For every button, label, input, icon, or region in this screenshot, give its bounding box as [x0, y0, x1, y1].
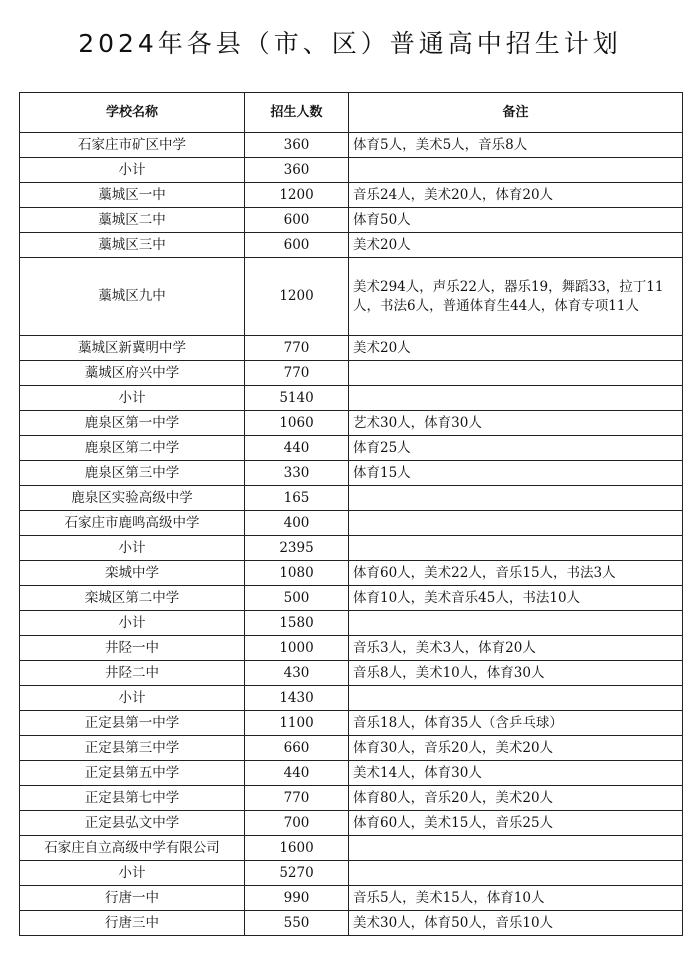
enrollment-count: 1580 [245, 611, 349, 636]
table-row [20, 561, 683, 586]
school-name: 栾城中学 [20, 561, 245, 586]
table-row [20, 436, 683, 461]
table-row [20, 133, 683, 158]
remarks: 体育60人，美术15人，音乐25人 [349, 811, 683, 836]
subtotal-row [20, 686, 683, 711]
enrollment-count: 1200 [245, 183, 349, 208]
enrollment-count: 1060 [245, 411, 349, 436]
school-name: 小计 [20, 386, 245, 411]
school-name: 藁城区三中 [20, 233, 245, 258]
subtotal-row [20, 861, 683, 886]
enrollment-count: 500 [245, 586, 349, 611]
header-school-name: 学校名称 [20, 93, 245, 133]
school-name: 小计 [20, 536, 245, 561]
table-row [20, 208, 683, 233]
school-name: 正定县第三中学 [20, 736, 245, 761]
enrollment-count: 440 [245, 436, 349, 461]
enrollment-count: 1430 [245, 686, 349, 711]
enrollment-count: 1080 [245, 561, 349, 586]
school-name: 行唐三中 [20, 911, 245, 936]
remarks: 音乐5人，美术15人，体育10人 [349, 886, 683, 911]
remarks [349, 686, 683, 711]
subtotal-row [20, 158, 683, 183]
remarks [349, 361, 683, 386]
school-name: 井陉二中 [20, 661, 245, 686]
table-row [20, 183, 683, 208]
remarks [349, 158, 683, 183]
school-name: 井陉一中 [20, 636, 245, 661]
remarks [349, 611, 683, 636]
school-name: 正定县第五中学 [20, 761, 245, 786]
enrollment-table [19, 92, 683, 936]
school-name: 小计 [20, 686, 245, 711]
school-name: 鹿泉区第三中学 [20, 461, 245, 486]
remarks: 体育15人 [349, 461, 683, 486]
table-row [20, 911, 683, 936]
enrollment-count: 770 [245, 336, 349, 361]
table-row [20, 258, 683, 336]
school-name: 小计 [20, 861, 245, 886]
table-row [20, 511, 683, 536]
table-row [20, 586, 683, 611]
table-row [20, 886, 683, 911]
remarks: 体育30人，音乐20人，美术20人 [349, 736, 683, 761]
remarks: 体育25人 [349, 436, 683, 461]
school-name: 正定县第一中学 [20, 711, 245, 736]
table-row [20, 761, 683, 786]
enrollment-count: 440 [245, 761, 349, 786]
remarks: 音乐8人，美术10人，体育30人 [349, 661, 683, 686]
remarks: 艺术30人，体育30人 [349, 411, 683, 436]
enrollment-count: 770 [245, 786, 349, 811]
enrollment-count: 430 [245, 661, 349, 686]
enrollment-count: 660 [245, 736, 349, 761]
enrollment-count: 600 [245, 233, 349, 258]
table-row [20, 636, 683, 661]
school-name: 石家庄市鹿鸣高级中学 [20, 511, 245, 536]
enrollment-count: 360 [245, 133, 349, 158]
remarks: 音乐24人，美术20人，体育20人 [349, 183, 683, 208]
table-row [20, 786, 683, 811]
school-name: 藁城区一中 [20, 183, 245, 208]
enrollment-count: 2395 [245, 536, 349, 561]
enrollment-count: 1200 [245, 258, 349, 336]
subtotal-row [20, 386, 683, 411]
remarks [349, 486, 683, 511]
school-name: 正定县第七中学 [20, 786, 245, 811]
header-enrollment-count: 招生人数 [245, 93, 349, 133]
enrollment-count: 400 [245, 511, 349, 536]
remarks: 体育5人，美术5人，音乐8人 [349, 133, 683, 158]
enrollment-count: 1100 [245, 711, 349, 736]
remarks: 体育60人，美术22人，音乐15人，书法3人 [349, 561, 683, 586]
enrollment-count: 600 [245, 208, 349, 233]
enrollment-count: 360 [245, 158, 349, 183]
table-row [20, 336, 683, 361]
table-row [20, 461, 683, 486]
remarks [349, 861, 683, 886]
table-row [20, 736, 683, 761]
enrollment-count: 550 [245, 911, 349, 936]
table-row [20, 836, 683, 861]
table-row [20, 711, 683, 736]
remarks [349, 386, 683, 411]
table-row [20, 486, 683, 511]
remarks: 音乐18人，体育35人（含乒乓球） [349, 711, 683, 736]
school-name: 鹿泉区第一中学 [20, 411, 245, 436]
page-title: 2024年各县（市、区）普通高中招生计划 [78, 29, 622, 58]
remarks: 美术20人 [349, 233, 683, 258]
school-name: 藁城区九中 [20, 258, 245, 336]
remarks: 美术20人 [349, 336, 683, 361]
enrollment-count: 770 [245, 361, 349, 386]
school-name: 鹿泉区第二中学 [20, 436, 245, 461]
header-remarks: 备注 [349, 93, 683, 133]
enrollment-count: 700 [245, 811, 349, 836]
school-name: 石家庄市矿区中学 [20, 133, 245, 158]
school-name: 小计 [20, 158, 245, 183]
remarks [349, 836, 683, 861]
table-row [20, 661, 683, 686]
subtotal-row [20, 611, 683, 636]
enrollment-count: 990 [245, 886, 349, 911]
table-row [20, 233, 683, 258]
enrollment-count: 5270 [245, 861, 349, 886]
enrollment-count: 5140 [245, 386, 349, 411]
enrollment-count: 330 [245, 461, 349, 486]
table-row [20, 361, 683, 386]
table-row [20, 411, 683, 436]
remarks [349, 536, 683, 561]
remarks: 体育10人，美术音乐45人，书法10人 [349, 586, 683, 611]
enrollment-count: 165 [245, 486, 349, 511]
enrollment-count: 1000 [245, 636, 349, 661]
remarks: 美术30人，体育50人，音乐10人 [349, 911, 683, 936]
remarks: 体育50人 [349, 208, 683, 233]
enrollment-count: 1600 [245, 836, 349, 861]
school-name: 正定县弘文中学 [20, 811, 245, 836]
school-name: 行唐一中 [20, 886, 245, 911]
remarks: 美术294人，声乐22人，器乐19，舞蹈33，拉丁11人，书法6人，普通体育生44人，体育专项11人 [349, 258, 683, 336]
school-name: 栾城区第二中学 [20, 586, 245, 611]
school-name: 小计 [20, 611, 245, 636]
remarks [349, 511, 683, 536]
table-row [20, 811, 683, 836]
table-header-row [20, 93, 683, 133]
remarks: 体育80人，音乐20人，美术20人 [349, 786, 683, 811]
school-name: 鹿泉区实验高级中学 [20, 486, 245, 511]
school-name: 石家庄自立高级中学有限公司 [20, 836, 245, 861]
remarks: 美术14人，体育30人 [349, 761, 683, 786]
subtotal-row [20, 536, 683, 561]
school-name: 藁城区二中 [20, 208, 245, 233]
school-name: 藁城区新冀明中学 [20, 336, 245, 361]
remarks: 音乐3人，美术3人，体育20人 [349, 636, 683, 661]
school-name: 藁城区府兴中学 [20, 361, 245, 386]
